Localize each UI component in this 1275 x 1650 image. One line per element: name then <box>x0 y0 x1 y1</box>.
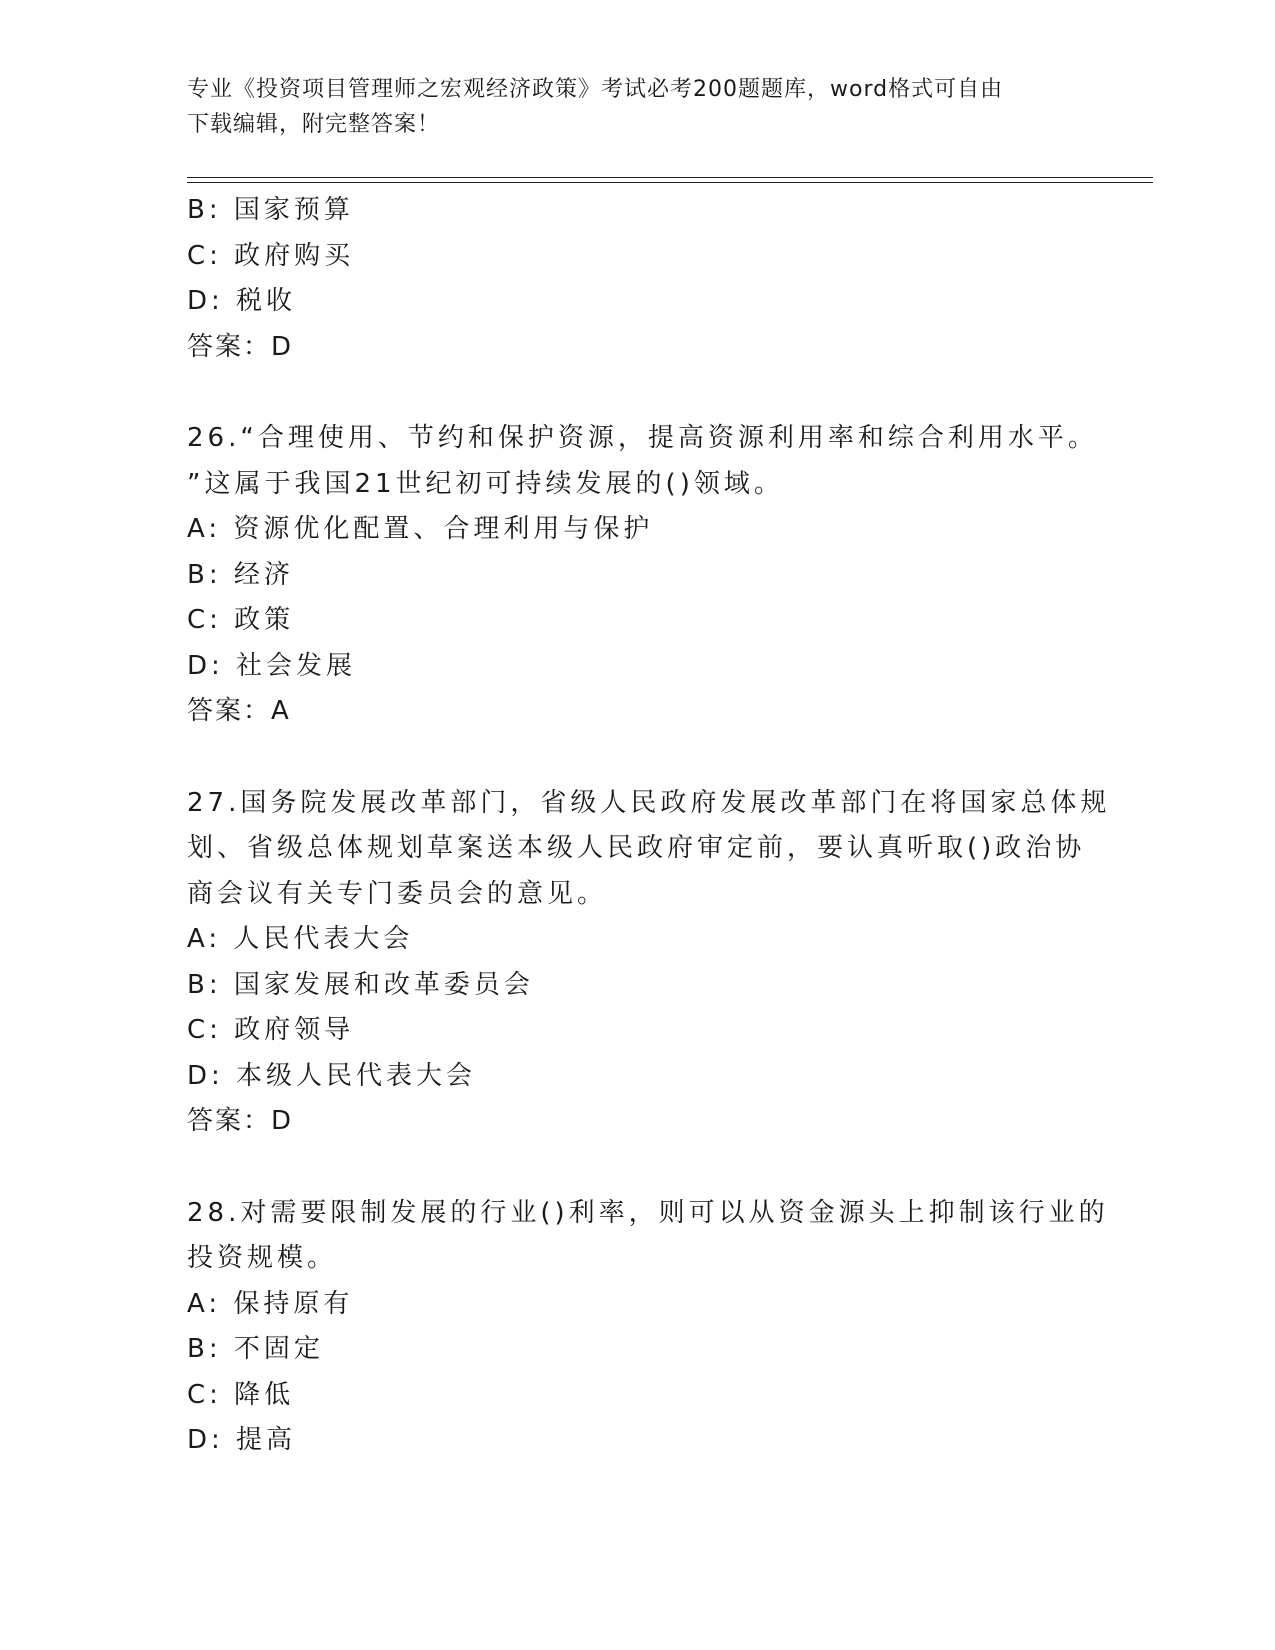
question-list <box>187 188 1111 1464</box>
option-b: B: 不固定 <box>187 1334 324 1364</box>
header-rule-bottom <box>187 182 1153 183</box>
option-b: B: 国家发展和改革委员会 <box>187 969 534 1000</box>
header-line-1: 专业《投资项目管理师之宏观经济政策》考试必考200题题库，word格式可自由 <box>187 77 1004 102</box>
question-text-line: ”这属于我国21世纪初可持续发展的()领域。 <box>187 468 784 499</box>
question-text-line: 投资规模。 <box>187 1243 338 1273</box>
option-c: C: 政府领导 <box>187 1015 355 1045</box>
option-a: A: 人民代表大会 <box>187 924 414 954</box>
question-28 <box>187 1191 1109 1464</box>
option-b: B: 经济 <box>187 559 294 590</box>
question-text-line: 26.“合理使用、节约和保护资源，提高资源利用率和综合利用水平。 <box>187 423 1098 453</box>
option-d: D: 社会发展 <box>187 650 357 681</box>
answer-line: 答案：A <box>187 696 291 726</box>
question-text-line: 28.对需要限制发展的行业()利率，则可以从资金源头上抑制该行业的 <box>187 1197 1109 1228</box>
question-26 <box>187 416 1098 735</box>
page-header <box>187 72 1067 142</box>
question-text-line: 划、省级总体规划草案送本级人民政府审定前，要认真听取()政治协 <box>187 833 1086 863</box>
answer-line: 答案：D <box>187 1106 294 1136</box>
option-d: D: 提高 <box>187 1425 297 1455</box>
answer-line: 答案：D <box>187 331 294 362</box>
option-b: B: 国家预算 <box>187 195 354 225</box>
option-d: D: 本级人民代表大会 <box>187 1060 477 1091</box>
option-c: C: 降低 <box>187 1379 295 1410</box>
question-text-line: 商会议有关专门委员会的意见。 <box>187 878 608 909</box>
header-rule-top <box>187 177 1153 178</box>
header-line-2: 下载编辑，附完整答案！ <box>187 112 441 137</box>
question-27 <box>187 781 1111 1145</box>
option-d: D: 税收 <box>187 286 297 316</box>
option-a: A: 资源优化配置、合理利用与保护 <box>187 514 654 544</box>
option-c: C: 政策 <box>187 605 295 635</box>
option-a: A: 保持原有 <box>187 1288 354 1319</box>
option-c: C: 政府购买 <box>187 240 355 271</box>
question-25-partial <box>187 188 1087 370</box>
question-text-line: 27.国务院发展改革部门，省级人民政府发展改革部门在将国家总体规 <box>187 787 1111 818</box>
